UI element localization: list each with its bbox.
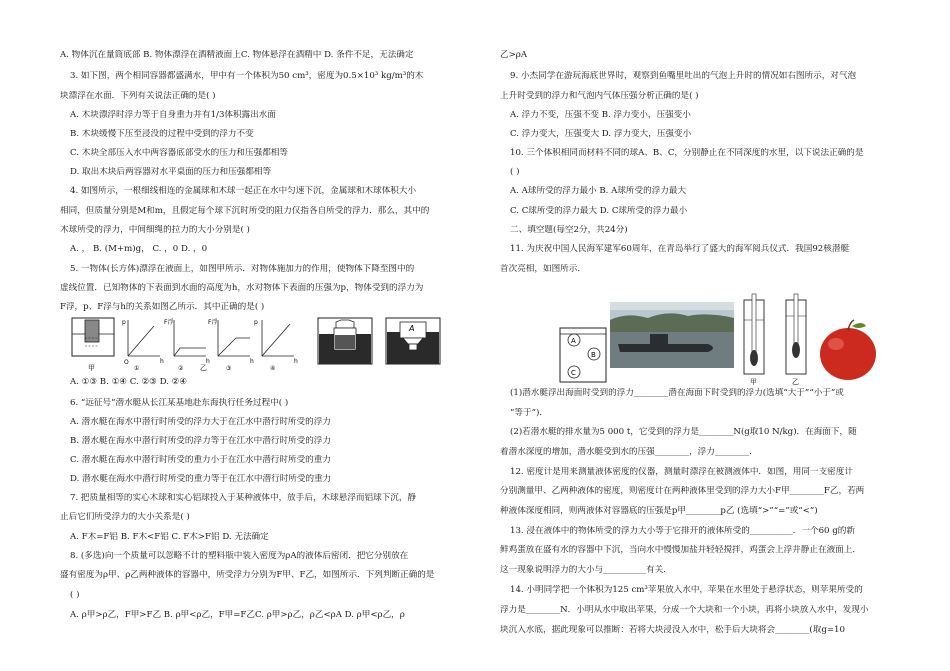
q5-graph-label-4: ④ [270, 365, 276, 372]
left-line: 木球所受的浮力，中间细绳的拉力的大小分别是( ) [60, 225, 250, 235]
right-bottom-line: 着潜水深度的增加，潜水艇受到水的压强________，浮力________． [500, 447, 758, 457]
left-line: A. 潜水艇在海水中潜行时所受的浮力大于在江水中潜行时所受的浮力 [70, 417, 331, 427]
right-top-line: 10. 三个体积相同而材料不同的球A、B、C，分别静止在不同深度的水里，以下说法正确的是 [510, 148, 864, 158]
q5-graph-2 [164, 318, 210, 365]
left-line: D. 取出木块后两容器对水平桌面的压力和压强都相等 [70, 167, 272, 177]
q5-graph-label-1: ① [134, 365, 140, 372]
right-top-line: C. 浮力变大，压强变大 D. 浮力变大，压强变小 [510, 129, 692, 139]
right-bottom-line: 12. 密度计是用来测量液体密度的仪器，测量时漂浮在被测液体中．如图，用同一支密度计 [510, 467, 853, 477]
right-bottom-line: 块沉入水底，据此现象可以推断：若将大块浸没入水中，松手后大块将会________(取g=10 [500, 625, 845, 635]
q5-axis-h4: h [294, 358, 298, 365]
q12-label-jia: 甲 [750, 378, 757, 386]
right-bottom-line: “等于”)． [510, 408, 548, 418]
q12-hydrometer-jia [744, 294, 764, 386]
left-line: B. 潜水艇在海水中潜行时所受的浮力等于在江水中潜行时所受的浮力 [70, 436, 331, 446]
right-bottom-line: 分别测量甲、乙两种液体的密度，则密度计在两种液体里受到的浮力大小F甲________F乙，若两 [500, 486, 865, 496]
left-line: A. F木=F铝 B. F木<F铝 C. F木>F铝 D. 无法确定 [70, 532, 269, 542]
q5-axis-f3: F浮 [208, 319, 218, 326]
right-bottom-line: 这一现象说明浮力的大小与__________有关． [500, 565, 672, 575]
left-line: ( ) [70, 590, 80, 600]
right-bottom-line: 14. 小明同学把一个体积为125 cm³苹果放入水中，苹果在水里处于悬浮状态，则苹果所受的 [510, 585, 863, 595]
left-line: A. 木块漂浮时浮力等于自身重力并有1/3体积露出水面 [70, 110, 276, 120]
q5-axis-o: O [124, 359, 129, 366]
right-top-line: 11. 为庆祝中国人民海军建军60周年，在青岛举行了盛大的海军阅兵仪式．我国92核潜艇 [510, 244, 850, 254]
right-top-line: A. 浮力不变，压强不变 B. 浮力变小，压强变小 [510, 110, 691, 120]
q12-label-yi: 乙 [792, 378, 799, 386]
q5-axis-h: h [160, 358, 164, 365]
right-bottom-line: (2)若潜水艇的排水量为5 000 t，它受到的浮力是________N(g取10 N/kg)．在海面下，随 [510, 427, 857, 437]
q10-ball-a: A [571, 337, 576, 345]
q8-container-jia [318, 318, 372, 364]
left-line: A. ①③ B. ①④ C. ②③ D. ②④ [70, 377, 188, 387]
q5-label-yi: 乙 [200, 364, 207, 372]
right-top-line: A. A球所受的浮力最小 B. A球所受的浮力最大 [510, 186, 687, 196]
left-line: F浮，p、F浮与h的关系如图乙所示．其中正确的是( ) [60, 302, 265, 312]
q5-graph-1 [122, 319, 164, 366]
right-bottom-line: 13. 浸在液体中的物体所受的浮力大小等于它排开的液体所受的__________．一个60 g的新 [510, 526, 855, 536]
right-top-line: 乙>ρA [500, 50, 528, 60]
q11-submarine-photo [610, 302, 734, 368]
left-line: A. 物体沉在量筒底部 B. 物体漂浮在酒精液面上C. 物体悬浮在酒精中 D. 条件不足，无法确定 [60, 50, 414, 60]
left-line: A. ρ甲>ρ乙，F甲>F乙 B. ρ甲<ρ乙，F甲=F乙C. ρ甲>ρ乙，ρ乙<ρA D. ρ甲<ρ乙，ρ [70, 610, 405, 620]
left-line: 3. 如下图，两个相同容器都盛满水，甲中有一个体积为50 cm³，密度为0.5×10³ kg/m³的木 [70, 71, 424, 81]
left-line: 虚线位置．已知物体的下表面到水面的高度为h，水对物体下表面的压强为p，物体受到的浮力为 [60, 283, 424, 293]
left-line: 8. (多选)向一个质量可以忽略不计的塑料瓶中装入密度为ρA的液体后密闭．把它分别放在 [70, 551, 409, 561]
left-line: A. ， B. (M+m)g， C. ，0 D. ，0 [70, 244, 208, 254]
q12-hydrometer-yi [786, 294, 806, 386]
q5-container-jia [72, 318, 114, 356]
q5-axis-f: F浮 [164, 319, 174, 326]
right-bottom-line: (1)潜水艇浮出海面时受到的浮力________潜在海面下时受到的浮力(选填“大于”“小于”或 [510, 388, 844, 398]
q10-ball-c: C [571, 369, 576, 377]
q10-ball-b: B [591, 351, 596, 359]
right-top-line: 二、填空题(每空2分，共24分) [510, 225, 628, 235]
q8-label-a: A [409, 324, 415, 333]
left-line: C. 潜水艇在海水中潜行时所受的重力小于在江水中潜行时所受的重力 [70, 455, 331, 465]
q5-graph-4 [254, 319, 298, 365]
left-line: 6. “远征号”潜水艇从长江某基地赴东海执行任务过程中( ) [70, 398, 289, 408]
left-line: 7. 把质量相等的实心木球和实心铝球投入于某种液体中，放手后，木球悬浮而铝球下沉，静 [70, 493, 417, 503]
q5-axis-p: p [122, 319, 126, 326]
right-bottom-line: 鲜鸡蛋放在盛有水的容器中下沉，当向水中慢慢加盐并轻轻搅拌，鸡蛋会上浮并静止在液面上． [500, 545, 861, 555]
left-line: C. 木块全部压入水中两容器底部受水的压力和压强都相等 [70, 148, 288, 158]
left-line: 相同，但质量分别是M和m，且假定每个球下沉时所受的阻力仅指各自所受的浮力．那么，其中的 [60, 206, 430, 216]
q5-graph-label-3: ③ [226, 365, 232, 372]
q10-q12-figure [558, 292, 888, 386]
right-top-line: ( ) [510, 167, 520, 177]
left-line: 止后它们所受浮力的大小关系是( ) [60, 512, 190, 522]
right-bottom-line: 种液体深度相同，则两液体对容器底的压强是p甲________p乙 (选填“>”“=”或“<”) [500, 506, 818, 516]
left-line: B. 木块缓慢下压至浸没的过程中受到的浮力不变 [70, 129, 254, 139]
left-line: 盛有密度为ρ甲、ρ乙两种液体的容器中，所受浮力分别为F甲、F乙，如图所示．下列判断正确的是 [60, 570, 435, 580]
left-line: D. 潜水艇在海水中潜行时所受的重力等于在江水中潜行时所受的重力 [70, 474, 332, 484]
right-top-line: 9. 小杰同学在游玩海底世界时，观察到鱼嘴里吐出的气泡上升时的情况如右图所示，对气泡 [510, 71, 857, 81]
q5-axis-p4: p [254, 319, 258, 326]
q5-graph-label-2: ② [178, 365, 184, 372]
left-line: 5. 一物体(长方体)漂浮在液面上，如图甲所示．对物体施加力的作用，使物体下降至图中的 [70, 264, 415, 274]
q14-apple-image [820, 320, 876, 380]
q5-q8-figure [68, 308, 458, 372]
right-top-line: 首次亮相，如图所示． [500, 264, 586, 274]
q5-axis-h2: h [206, 358, 210, 365]
q5-axis-h3: h [250, 358, 254, 365]
left-line: 块漂浮在水面．下列有关说法正确的是( ) [60, 91, 216, 101]
left-line: 4. 如图所示，一根细线相连的金属球和木球一起正在水中匀速下沉，金属球和木球体积大小 [70, 186, 417, 196]
right-bottom-line: 浮力是________N．小明从水中取出苹果，分成一个大块和一个小块，再将小块放入水中，发现小 [500, 605, 869, 615]
right-top-line: 上升时受到的浮力和气泡内气体压强分析正确的是( ) [500, 91, 699, 101]
q5-label-jia: 甲 [88, 364, 95, 372]
q8-container-yi [386, 318, 440, 364]
q5-graph-3 [208, 318, 254, 365]
right-top-line: C. C球所受的浮力最大 D. C球所受的浮力最小 [510, 206, 688, 216]
q10-container-balls [560, 328, 606, 382]
